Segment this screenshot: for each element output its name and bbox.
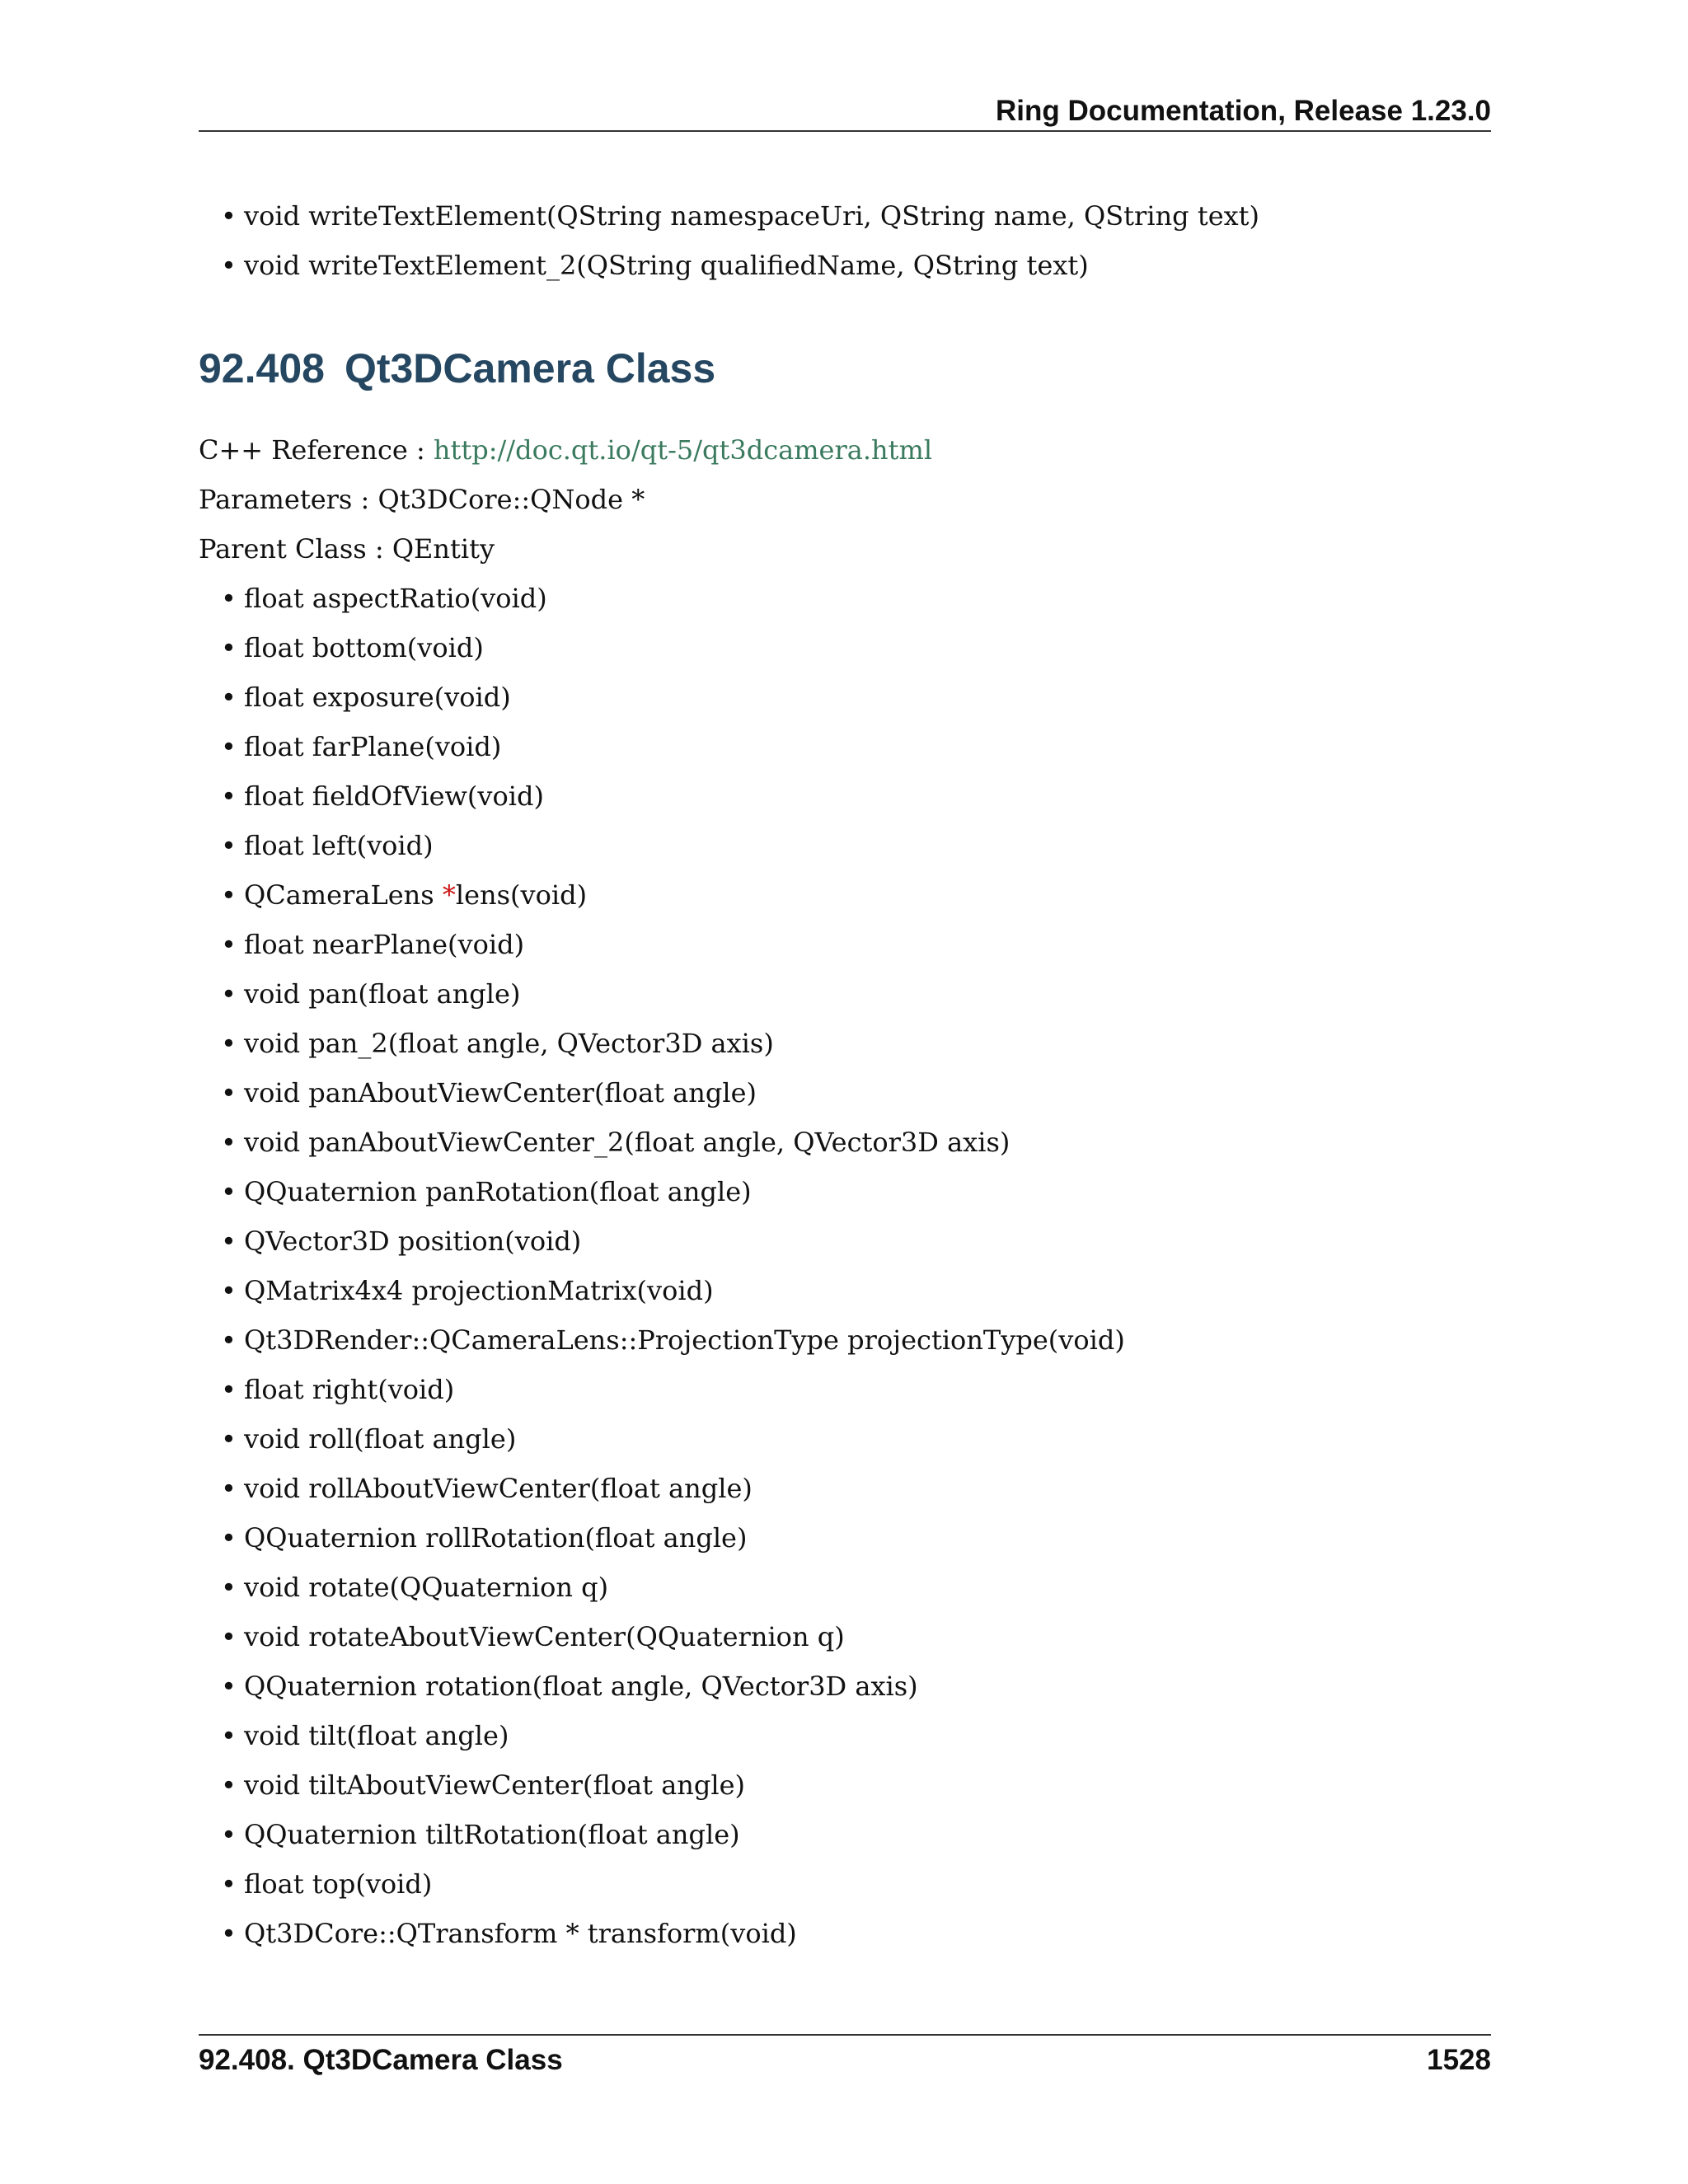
bullet-icon: •	[221, 1127, 237, 1158]
list-item	[221, 1868, 1125, 1917]
footer-page-number: 1528	[1427, 2044, 1491, 2076]
list-item-text: QQuaternion rotation(float angle, QVector3D axis)	[244, 1671, 918, 1702]
bullet-icon: •	[221, 1671, 237, 1702]
list-item	[221, 1373, 1125, 1422]
bullet-icon: •	[221, 1720, 237, 1751]
bullet-icon: •	[221, 1077, 237, 1108]
list-item-text: float aspectRatio(void)	[244, 583, 547, 614]
list-item	[221, 730, 1125, 780]
bullet-icon: •	[221, 879, 237, 911]
bullet-icon: •	[221, 200, 237, 232]
list-item-text: void rollAboutViewCenter(float angle)	[244, 1473, 753, 1504]
list-item-text: void panAboutViewCenter_2(float angle, QVector3D axis)	[244, 1127, 1010, 1158]
list-item-text: float top(void)	[244, 1868, 433, 1900]
list-item-text: void tilt(float angle)	[244, 1720, 509, 1751]
list-item	[221, 249, 1259, 298]
list-item	[221, 582, 1125, 631]
bullet-icon: •	[221, 250, 237, 281]
list-item-text: QQuaternion panRotation(float angle)	[244, 1176, 752, 1207]
list-item-text: float right(void)	[244, 1374, 455, 1405]
list-item	[221, 631, 1125, 681]
reference-label: C++ Reference :	[199, 434, 434, 466]
bullet-icon: •	[221, 1918, 237, 1949]
list-item-text: void panAboutViewCenter(float angle)	[244, 1077, 757, 1108]
list-item	[221, 1769, 1125, 1818]
list-item-text: void rotate(QQuaternion q)	[244, 1572, 609, 1603]
page-footer	[199, 2034, 1491, 2085]
top-bullet-list	[221, 199, 1260, 298]
bullet-icon: •	[221, 1621, 237, 1652]
list-item-text: void writeTextElement(QString namespaceUri, QString name, QString text)	[244, 200, 1260, 232]
list-item-text: QVector3D position(void)	[244, 1226, 582, 1257]
list-item-text: float bottom(void)	[244, 632, 484, 663]
document-title: Ring Documentation, Release 1.23.0	[995, 95, 1491, 127]
list-item	[221, 977, 1125, 1027]
list-item	[221, 1225, 1125, 1274]
bullet-icon: •	[221, 1275, 237, 1306]
list-item-text: Qt3DRender::QCameraLens::ProjectionType projectionType(void)	[244, 1324, 1125, 1356]
method-list	[221, 582, 1125, 1966]
list-item-text: void rotateAboutViewCenter(QQuaternion q)	[244, 1621, 845, 1652]
list-item-text: void tiltAboutViewCenter(float angle)	[244, 1769, 746, 1801]
list-item-text: void pan(float angle)	[244, 978, 521, 1010]
list-item-text: QMatrix4x4 projectionMatrix(void)	[244, 1275, 714, 1306]
list-item	[221, 1571, 1125, 1620]
list-item-text: void writeTextElement_2(QString qualifiedName, QString text)	[244, 250, 1089, 281]
bullet-icon: •	[221, 830, 237, 861]
reference-link[interactable]: http://doc.qt.io/qt-5/qt3dcamera.html	[433, 434, 933, 466]
bullet-icon: •	[221, 1226, 237, 1257]
list-item-text: float exposure(void)	[244, 682, 511, 713]
bullet-icon: •	[221, 583, 237, 614]
list-item	[221, 1126, 1125, 1175]
bullet-icon: •	[221, 1769, 237, 1801]
bullet-icon: •	[221, 780, 237, 812]
list-item-text: QQuaternion tiltRotation(float angle)	[244, 1819, 740, 1850]
bullet-icon: •	[221, 632, 237, 663]
section-title-text: Qt3DCamera Class	[344, 345, 716, 391]
bullet-icon: •	[221, 1868, 237, 1900]
bullet-icon: •	[221, 1522, 237, 1554]
bullet-icon: •	[221, 1374, 237, 1405]
list-item	[221, 780, 1125, 829]
bullet-icon: •	[221, 1423, 237, 1455]
list-item-text: float nearPlane(void)	[244, 929, 525, 960]
list-item	[221, 1324, 1125, 1373]
list-item	[221, 1175, 1125, 1225]
bullet-icon: •	[221, 731, 237, 762]
list-item	[221, 1274, 1125, 1324]
bullet-icon: •	[221, 978, 237, 1010]
bullet-icon: •	[221, 1819, 237, 1850]
parent-class-line: Parent Class : QEntity	[199, 533, 495, 565]
bullet-icon: •	[221, 929, 237, 960]
page-header	[199, 91, 1491, 132]
cpp-reference-line	[199, 434, 1491, 466]
list-item	[221, 1670, 1125, 1719]
list-item	[221, 829, 1125, 879]
bullet-icon: •	[221, 1473, 237, 1504]
bullet-icon: •	[221, 682, 237, 713]
list-item	[221, 1818, 1125, 1868]
list-item	[221, 1422, 1125, 1472]
list-item	[221, 1076, 1125, 1126]
bullet-icon: •	[221, 1028, 237, 1059]
list-item-text: Qt3DCore::QTransform * transform(void)	[244, 1918, 797, 1949]
list-item	[221, 1719, 1125, 1769]
bullet-icon: •	[221, 1176, 237, 1207]
list-item	[221, 879, 1125, 928]
footer-section-title: 92.408. Qt3DCamera Class	[199, 2044, 563, 2076]
bullet-icon: •	[221, 1572, 237, 1603]
list-item	[221, 681, 1125, 730]
list-item-text: QQuaternion rollRotation(float angle)	[244, 1522, 748, 1554]
list-item-text: float left(void)	[244, 830, 434, 861]
list-item	[221, 1521, 1125, 1571]
list-item	[221, 1027, 1125, 1076]
list-item	[221, 199, 1260, 249]
list-item-text: void pan_2(float angle, QVector3D axis)	[244, 1028, 774, 1059]
list-item-text: float farPlane(void)	[244, 731, 502, 762]
list-item-text: float fieldOfView(void)	[244, 780, 544, 812]
section-heading	[199, 344, 715, 392]
section-number: 92.408	[199, 345, 325, 391]
list-item	[221, 1472, 1125, 1521]
list-item	[221, 1917, 1125, 1966]
list-item	[221, 928, 1125, 977]
list-item	[221, 1620, 1125, 1670]
bullet-icon: •	[221, 1324, 237, 1356]
list-item-text: void roll(float angle)	[244, 1423, 517, 1455]
parameters-line: Parameters : Qt3DCore::QNode *	[199, 484, 645, 515]
list-item-text: QCameraLens *lens(void)	[244, 879, 588, 911]
